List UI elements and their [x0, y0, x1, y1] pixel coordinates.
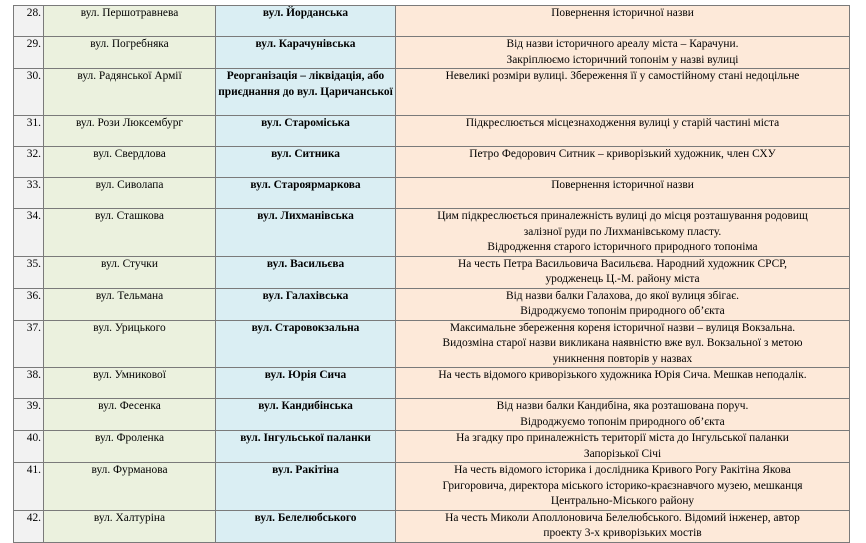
renaming-reason — [396, 399, 850, 431]
table-row — [14, 320, 850, 368]
reason-line: Григоровича, директора міського історико-краєзнавчого музею, мешканця — [442, 479, 803, 492]
reason-line: уродженець Ц.-М. району міста — [545, 273, 700, 285]
renaming-reason — [396, 510, 850, 542]
reason-line: Запорізької Січі — [583, 447, 662, 460]
reason-line: Відроджуємо топонім природного об’єкта — [520, 305, 725, 317]
old-street-name: вул. Радянської Армії — [44, 69, 216, 116]
reason-line: Видозміна старої назви викликана наявністю вже вул. Вокзальної з метою — [442, 337, 803, 349]
table-row — [14, 399, 850, 431]
reason-line: Від назви балки Галахова, до якої вулиця збігає. — [506, 289, 739, 302]
new-street-name: вул. Лихманівська — [216, 209, 396, 257]
reason-line: Цим підкреслюється приналежність вулиці до місця розташування родовищ — [437, 210, 808, 222]
row-number: 28. — [14, 6, 44, 37]
row-number: 36. — [14, 288, 44, 320]
reason-line: Невеликі розміри вулиці. Збереження її у самостійному стані недоцільне — [445, 70, 800, 82]
row-number: 33. — [14, 178, 44, 209]
renaming-reason — [396, 320, 850, 368]
reason-line: На честь Петра Васильовича Васильєва. Народний художник СРСР, — [458, 257, 787, 270]
old-street-name: вул. Рози Люксембург — [44, 116, 216, 147]
reason-line: Від назви історичного ареалу міста – Карачуни. — [506, 38, 739, 50]
table-row — [14, 37, 850, 69]
new-street-name: вул. Ситника — [216, 147, 396, 178]
table-row — [14, 6, 850, 37]
row-number: 41. — [14, 463, 44, 511]
table-row — [14, 256, 850, 288]
old-street-name: вул. Фурманова — [44, 463, 216, 511]
reason-line: Максимальне збереження кореня історичної назви – вулиця Вокзальна. — [449, 321, 796, 334]
renaming-reason — [396, 178, 850, 209]
old-street-name: вул. Погребняка — [44, 37, 216, 69]
reason-line: Центрально-Міського району — [550, 495, 695, 507]
row-number: 42. — [14, 510, 44, 542]
new-street-name: вул. Васильєва — [216, 256, 396, 288]
row-number: 38. — [14, 368, 44, 399]
reason-line: Підкреслюється місцезнаходження вулиці у старій частині міста — [465, 117, 780, 129]
old-street-name: вул. Умникової — [44, 368, 216, 399]
row-number: 35. — [14, 256, 44, 288]
row-number: 32. — [14, 147, 44, 178]
new-street-name: вул. Йорданська — [216, 6, 396, 37]
reason-line: Петро Федорович Ситник – криворізький художник, член СХУ — [469, 148, 776, 160]
table-row — [14, 116, 850, 147]
row-number: 37. — [14, 320, 44, 368]
reason-line: уникнення повторів у назвах — [552, 352, 693, 365]
reason-line: На честь відомого історика і дослідника Кривого Рогу Ракітіна Якова — [454, 464, 791, 476]
new-street-name: Реорганізація – ліквідація, або приєднання до вул. Царичанської — [216, 69, 396, 116]
renaming-reason — [396, 431, 850, 463]
old-street-name: вул. Сиволапа — [44, 178, 216, 209]
table-row — [14, 431, 850, 463]
reason-line: На честь відомого криворізького художника Юрія Сича. Мешкав неподалік. — [438, 369, 807, 381]
row-number: 29. — [14, 37, 44, 69]
row-number: 34. — [14, 209, 44, 257]
reason-line: Повернення історичної назви — [551, 7, 694, 19]
new-street-name: вул. Старовокзальна — [216, 320, 396, 368]
reason-line: Повернення історичної назви — [551, 179, 694, 191]
new-street-name: вул. Белелюбського — [216, 510, 396, 542]
reason-line: Відродження старого історичного природного топоніма — [487, 241, 758, 253]
renaming-reason — [396, 463, 850, 511]
table-row — [14, 209, 850, 257]
renaming-reason — [396, 69, 850, 116]
row-number: 40. — [14, 431, 44, 463]
table-row — [14, 69, 850, 116]
table-row — [14, 147, 850, 178]
street-renaming-table-page — [13, 5, 850, 543]
table-body — [14, 6, 850, 543]
renaming-reason — [396, 368, 850, 399]
old-street-name: вул. Тельмана — [44, 288, 216, 320]
old-street-name: вул. Стучки — [44, 256, 216, 288]
old-street-name: вул. Фроленка — [44, 431, 216, 463]
old-street-name: вул. Свердлова — [44, 147, 216, 178]
reason-line: На згадку про приналежність території міста до Інгульської паланки — [456, 432, 789, 444]
renaming-reason — [396, 6, 850, 37]
renaming-reason — [396, 147, 850, 178]
old-street-name: вул. Халтуріна — [44, 510, 216, 542]
street-renaming-table — [13, 5, 850, 543]
renaming-reason — [396, 288, 850, 320]
table-row — [14, 178, 850, 209]
old-street-name: вул. Першотравнева — [44, 6, 216, 37]
row-number: 31. — [14, 116, 44, 147]
new-street-name: вул. Карачунівська — [216, 37, 396, 69]
reason-line: проекту 3-х криворізьких мостів — [543, 527, 702, 539]
row-number: 39. — [14, 399, 44, 431]
renaming-reason — [396, 37, 850, 69]
reason-line: Відроджуємо топонім природного об’єкта — [520, 415, 725, 428]
table-row — [14, 368, 850, 399]
renaming-reason — [396, 256, 850, 288]
new-street-name: вул. Інгульської паланки — [216, 431, 396, 463]
table-row — [14, 510, 850, 542]
new-street-name: вул. Староярмаркова — [216, 178, 396, 209]
new-street-name: вул. Староміська — [216, 116, 396, 147]
old-street-name: вул. Сташкова — [44, 209, 216, 257]
row-number: 30. — [14, 69, 44, 116]
table-row — [14, 288, 850, 320]
reason-line: залізної руди по Лихманівському пласту. — [523, 225, 722, 238]
table-row — [14, 463, 850, 511]
new-street-name: вул. Галахівська — [216, 288, 396, 320]
reason-line: На честь Миколи Аполлоновича Белелюбського. Відомий інженер, автор — [445, 511, 800, 524]
new-street-name: вул. Юрія Сича — [216, 368, 396, 399]
new-street-name: вул. Ракітіна — [216, 463, 396, 511]
old-street-name: вул. Фесенка — [44, 399, 216, 431]
reason-line: Від назви балки Кандибіна, яка розташована поруч. — [496, 400, 749, 412]
new-street-name: вул. Кандибінська — [216, 399, 396, 431]
old-street-name: вул. Урицького — [44, 320, 216, 368]
reason-line: Закріплюємо історичний топонім у назві вулиці — [506, 53, 739, 66]
renaming-reason — [396, 209, 850, 257]
renaming-reason — [396, 116, 850, 147]
